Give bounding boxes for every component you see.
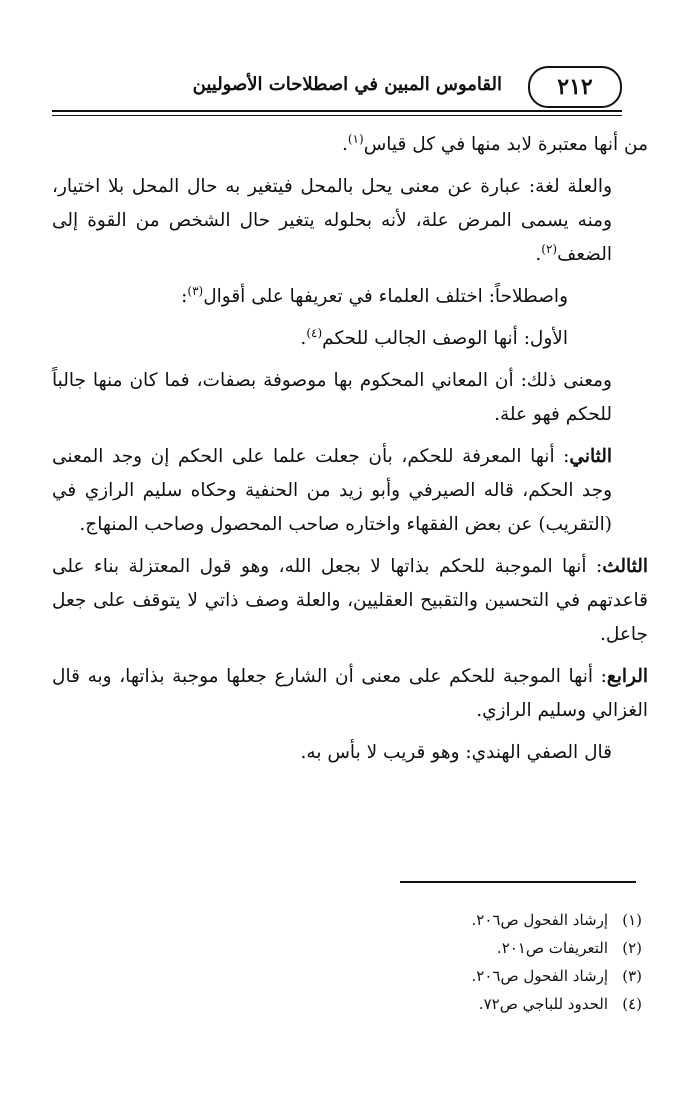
paragraph: قال الصفي الهندي: وهو قريب لا بأس به.	[300, 742, 612, 763]
page-number: ٢١٢	[528, 66, 622, 108]
footnote-ref: (٤)	[306, 325, 323, 340]
main-text	[52, 128, 648, 778]
footnote-ref: (٢)	[541, 241, 558, 256]
footnote-ref: (١)	[347, 131, 364, 146]
header-rule	[52, 110, 622, 112]
footnote: (٢)التعريفات ص٢٠١.	[496, 939, 642, 957]
running-title: القاموس المبين في اصطلاحات الأصوليين	[192, 74, 502, 95]
page-header	[52, 66, 622, 116]
item-label: الرابع	[606, 666, 648, 687]
footnote: (٣)إرشاد الفحول ص٢٠٦.	[471, 967, 642, 985]
paragraph: الثاني: أنها المعرفة للحكم، بأن جعلت علما على الحكم إن وجد المعنى وجد الحكم، قاله الصيرفي وأبو زيد من الحنفية وحكاه سليم الرازي في (التقريب) عن بعض الفقهاء واختاره صاحب المحصول وصاحب المنهاج.	[52, 446, 612, 535]
footnote-ref: (٣)	[187, 283, 204, 298]
item-label: الثاني	[569, 446, 612, 467]
item-label: الثالث	[602, 556, 648, 577]
header-rule-thin	[52, 115, 622, 116]
paragraph: الرابع: أنها الموجبة للحكم على معنى أن الشارع جعلها موجبة بذاتها، وبه قال الغزالي وسليم الرازي.	[52, 666, 648, 721]
paragraph: ومعنى ذلك: أن المعاني المحكوم بها موصوفة بصفات، فما كان منها جالباً للحكم فهو علة.	[52, 370, 612, 425]
paragraph: الأول: أنها الوصف الجالب للحكم$^{(٤)}$.	[300, 325, 568, 349]
footnotes	[200, 906, 642, 1018]
paragraph: والعلة لغة: عبارة عن معنى يحل بالمحل فيتغير به حال المحل بلا اختيار، ومنه يسمى المرض علة، لأنه بحلوله يتغير حال الشخص من القوة إلى الضعف$^{(٢)}$.	[52, 176, 612, 265]
footnote-separator	[400, 881, 636, 883]
paragraph: من أنها معتبرة لابد منها في كل قياس$^{(١)}$.	[341, 131, 648, 155]
footnote: (١)إرشاد الفحول ص٢٠٦.	[471, 911, 642, 929]
paragraph: الثالث: أنها الموجبة للحكم بذاتها لا بجعل الله، وهو قول المعتزلة بناء على قاعدتهم في التحسين والتقبيح العقليين، والعلة وصف ذاتي لا يتوقف على جعل جاعل.	[52, 556, 648, 645]
footnote: (٤)الحدود للباجي ص٧٢.	[478, 995, 642, 1013]
paragraph: واصطلاحاً: اختلف العلماء في تعريفها على أقوال$^{(٣)}$:	[181, 283, 568, 307]
